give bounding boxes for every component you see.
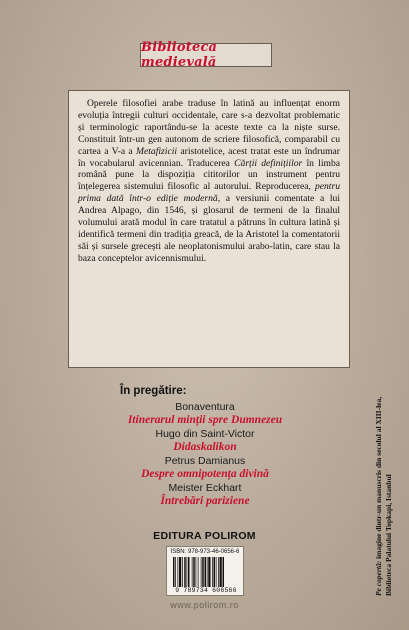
publisher-name: EDITURA POLIROM bbox=[153, 530, 256, 542]
cover-credit bbox=[374, 380, 398, 596]
in-preparation-heading: În pregătire: bbox=[120, 385, 187, 397]
forthcoming-author: Bonaventura bbox=[175, 401, 235, 413]
barcode-stripe bbox=[187, 557, 188, 587]
barcode-stripe bbox=[188, 557, 190, 587]
blurb-part: aristotelice, acest tratat este un îndrumar în vocabularul avicennian. Traducerea bbox=[78, 145, 340, 169]
barcode-stripe bbox=[207, 557, 208, 587]
description-text bbox=[78, 98, 340, 265]
series-title: Biblioteca medievală bbox=[141, 40, 218, 70]
barcode-stripe bbox=[184, 557, 186, 587]
barcode-stripe bbox=[193, 557, 195, 587]
isbn-text: ISBN: 978-973-46-0656-6 bbox=[170, 549, 240, 555]
blurb-part: Operele filosofiei arabe traduse în latină au influențat enorm evoluția întregii culturi occidentale, care s-a dezvoltat problematic și terminologic raportându-se la aceste texte ca la niște surse. Constituit într-un gen autonom de scriere filosofică, comparabil cu cartea a V-a a bbox=[78, 98, 340, 157]
barcode-stripe bbox=[223, 557, 225, 587]
barcode-box bbox=[166, 546, 244, 596]
list-item bbox=[60, 428, 350, 454]
barcode-stripe bbox=[212, 557, 213, 587]
barcode-icon bbox=[173, 557, 239, 587]
website-link[interactable]: www.polirom.ro bbox=[170, 600, 239, 610]
description-box bbox=[68, 90, 350, 368]
barcode-stripe bbox=[192, 557, 193, 587]
barcode-stripe bbox=[196, 557, 197, 587]
barcode-stripe bbox=[179, 557, 181, 587]
barcode-stripe bbox=[218, 557, 219, 587]
blurb-italic: Metafizicii bbox=[136, 145, 178, 157]
barcode-stripe bbox=[173, 557, 175, 587]
list-item bbox=[60, 482, 350, 508]
forthcoming-title: Didaskalikon bbox=[173, 441, 237, 453]
list-item bbox=[60, 455, 350, 481]
barcode-stripe bbox=[201, 557, 202, 587]
blurb-italic: pentru prima dată într-o ediție modernă bbox=[78, 181, 340, 205]
forthcoming-title: Despre omnipotența divină bbox=[141, 468, 269, 480]
barcode-stripe bbox=[198, 557, 199, 587]
barcode-stripe bbox=[216, 557, 217, 587]
series-header-box bbox=[140, 40, 272, 70]
barcode-stripe bbox=[208, 557, 210, 587]
forthcoming-title: Itinerarul minții spre Dumnezeu bbox=[127, 414, 283, 426]
barcode-stripe bbox=[182, 557, 183, 587]
forthcoming-author: Hugo din Saint-Victor bbox=[155, 428, 255, 440]
barcode-stripe bbox=[175, 557, 176, 587]
blurb-part: în limba română pune la dispoziția cititorilor un instrument pentru înțelegerea sistemului filosofic al autorului. Reproducerea, bbox=[78, 157, 341, 193]
forthcoming-author: Meister Eckhart bbox=[168, 482, 242, 494]
blurb-italic: Cărții definițiilor bbox=[234, 157, 303, 169]
barcode-stripe bbox=[220, 557, 222, 587]
in-preparation-list bbox=[60, 401, 350, 509]
barcode-stripe bbox=[202, 557, 204, 587]
barcode-digits: 9 789734 606566 bbox=[175, 587, 237, 594]
forthcoming-author: Petrus Damianus bbox=[164, 455, 246, 467]
cover-credit-lead: Pe copertă: bbox=[374, 560, 383, 596]
list-item bbox=[60, 401, 350, 427]
cover-credit-text: imagine dintr-un manuscris din secolul al XIII-lea, Biblioteca Palatului Topkapi, Istanbul bbox=[374, 396, 393, 596]
barcode-stripe bbox=[214, 557, 216, 587]
barcode-stripe bbox=[205, 557, 207, 587]
barcode-stripe bbox=[178, 557, 179, 587]
blurb-part: , a versiunii comentate a lui Andrea Alpago, din 1546, și glosarul de termeni de la finalul volumului arată modul în care tratatul a pătruns în cultura latină și identifică termeni din tradiția greacă, de la Aristotel la comentatorii săi și sursele grecești ale neoplatonismului arabo-latin, care stau la baza conceptelor avicennismului. bbox=[78, 193, 341, 264]
forthcoming-title: Întrebări pariziene bbox=[160, 495, 250, 507]
